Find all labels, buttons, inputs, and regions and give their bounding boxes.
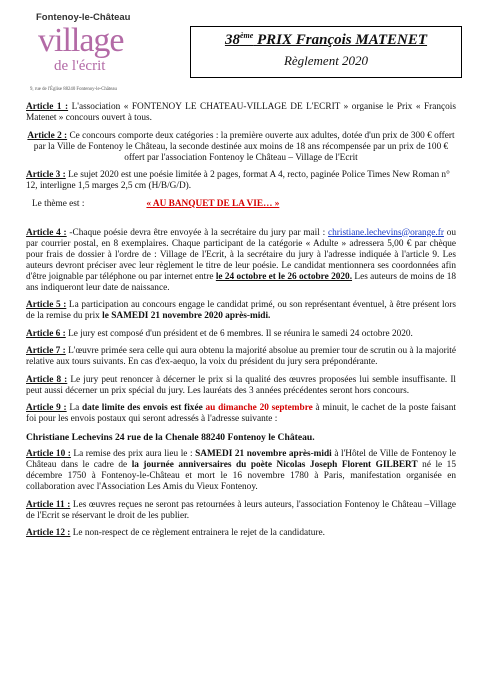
article-4 (26, 228, 456, 294)
title-text: PRIX François MATENET (253, 32, 428, 48)
article-12 (26, 528, 456, 539)
article-8 (26, 375, 456, 397)
theme-value: « AU BANQUET DE LA VIE… » (146, 198, 280, 209)
article-text: Le jury peut renoncer à décerner le prix si la qualité des œuvres proposées lui semble insuffisante. Il peut aussi décerner un prix spécial du jury. Les lauréats des 3 années précédentes seront hors concours. (26, 374, 456, 396)
title-number: 38 (224, 32, 240, 48)
article-label: Article 9 : (26, 403, 67, 413)
article-1 (26, 102, 456, 124)
logo-village-word: village (38, 22, 124, 59)
article-text: à l'Hôtel de Ville de Fontenoy le Château dans le cadre de (26, 449, 456, 470)
article-label: Article 2 : (27, 130, 68, 141)
article-text: ou par courrier postal, en 8 exemplaires. Chaque participant de la catégorie « Adulte » adressera 5,00 € par chèque pour frais de dossier à l'ordre de : Village de l'Ecrit, à la secrétaire du jury à l'adresse indiquée à l'article 9. Les auteurs devront préciser avec leur règlement le titre de leur poésie. Le candidat mentionnera ses coordonnées afin d'être joignable par téléphone ou par internet entre (26, 227, 457, 282)
article-label: Article 3 : (26, 170, 66, 180)
article-11 (26, 500, 456, 522)
contact-dates: le 24 octobre et le 26 octobre 2020. (215, 271, 353, 282)
title-box (190, 26, 462, 78)
rules-subtitle: Règlement 2020 (283, 53, 369, 68)
logo-town-name: Fontenoy-le-Château (36, 12, 131, 23)
article-text: L'association « FONTENOY LE CHATEAU-VILLAGE DE L'ECRIT » organise le Prix « François Matenet » concours ouvert à tous. (26, 102, 456, 123)
anniversary-event: la journée anniversaires du poète Nicolas Joseph Florent GILBERT (131, 460, 418, 470)
article-label: Article 6 : (26, 328, 66, 339)
article-2 (26, 131, 456, 164)
theme-label: Le thème est : (32, 198, 85, 209)
article-text: Le non-respect de ce règlement entrainera le rejet de la candidature. (70, 528, 325, 538)
article-label: Article 1 : (26, 102, 69, 112)
article-label: Article 7 : (26, 346, 66, 356)
title-ordinal: ème (239, 31, 254, 40)
article-label: Article 11 : (26, 499, 71, 510)
article-text: La remise des prix aura lieu le : (70, 449, 196, 459)
article-3 (26, 170, 456, 192)
article-label: Article 8 : (26, 374, 68, 385)
secretary-address: Christiane Lechevins 24 rue de la Chenale 88240 Fontenoy le Château. (26, 431, 315, 443)
article-text: La (66, 403, 82, 413)
theme-line (32, 199, 456, 210)
article-text: Le jury est composé d'un président et de 6 membres. Il se réunira le samedi 24 octobre 2020. (65, 328, 413, 339)
article-5 (26, 300, 456, 322)
article-text: Les auteurs de moins de 18 ans indiqueront leur date de naissance. (26, 271, 456, 293)
article-text: né le 15 décembre 1750 à Fontenoy-le-Château et mort le 16 novembre 1780 à Paris, manifestation organisée en collaboration avec l'Association Les Amis du Vieux Fontenoy. (26, 460, 456, 492)
article-label: Article 4 : (26, 227, 67, 238)
logo-ecrit-word: de l'écrit (54, 58, 106, 74)
article-6 (26, 329, 456, 340)
article-text: Ce concours comporte deux catégories : la première ouverte aux adultes, dotée d'un prix de 300 € offert par la Ville de Fontenoy le Château, la seconde destinée aux moins de 18 ans récompensée par un prix de 100 € offert par l'association Fontenoy le Château – Village de l'Ecrit (33, 130, 455, 163)
village-de-l-ecrit-logo (30, 8, 160, 96)
article-text: La participation au concours engage le candidat primé, ou son représentant éventuel, à être présent lors de la remise du prix (26, 300, 457, 321)
article-label: Article 12 : (26, 528, 71, 538)
article-text: L'œuvre primée sera celle qui aura obtenu la majorité absolue au premier tour de scrutin ou à la majorité relative aux tours suivants. En cas d'ex-aequo, la voix du président du jury sera prépondérante. (26, 346, 457, 367)
deadline-text: date limite des envois est fixée (81, 403, 203, 413)
logo-address: 9, rue de l'Église 88240 Fontenoy-le-Château (30, 87, 117, 92)
email-link[interactable]: christiane.lechevins@orange.fr (327, 227, 444, 238)
ceremony-date: le SAMEDI 21 novembre 2020 après-midi. (102, 311, 271, 321)
article-text: à minuit, le cachet de la poste faisant foi pour les envois postaux qui seront adressés à l'adresse suivante : (26, 403, 456, 424)
rules-body (26, 102, 456, 546)
article-9 (26, 403, 456, 425)
deadline-date: au dimanche 20 septembre (202, 403, 313, 413)
article-7 (26, 346, 456, 368)
article-text: Les œuvres reçues ne seront pas retournées à leurs auteurs, l'association Fontenoy le Château –Village de l'Ecrit se réservant le droit de les publier. (26, 499, 456, 521)
article-text: Le sujet 2020 est une poésie limitée à 2 pages, format A 4, recto, paginée Police Times New Roman n° 12, interligne 1,5 marges 2,5 cm (H/B/G/D). (26, 170, 450, 191)
article-text: -Chaque poésie devra être envoyée à la secrétaire du jury par mail : (66, 227, 328, 238)
prize-title (191, 31, 461, 49)
article-label: Article 10 : (26, 449, 71, 459)
article-label: Article 5 : (26, 300, 67, 310)
article-10 (26, 449, 456, 493)
award-date: SAMEDI 21 novembre après-midi (195, 449, 332, 459)
